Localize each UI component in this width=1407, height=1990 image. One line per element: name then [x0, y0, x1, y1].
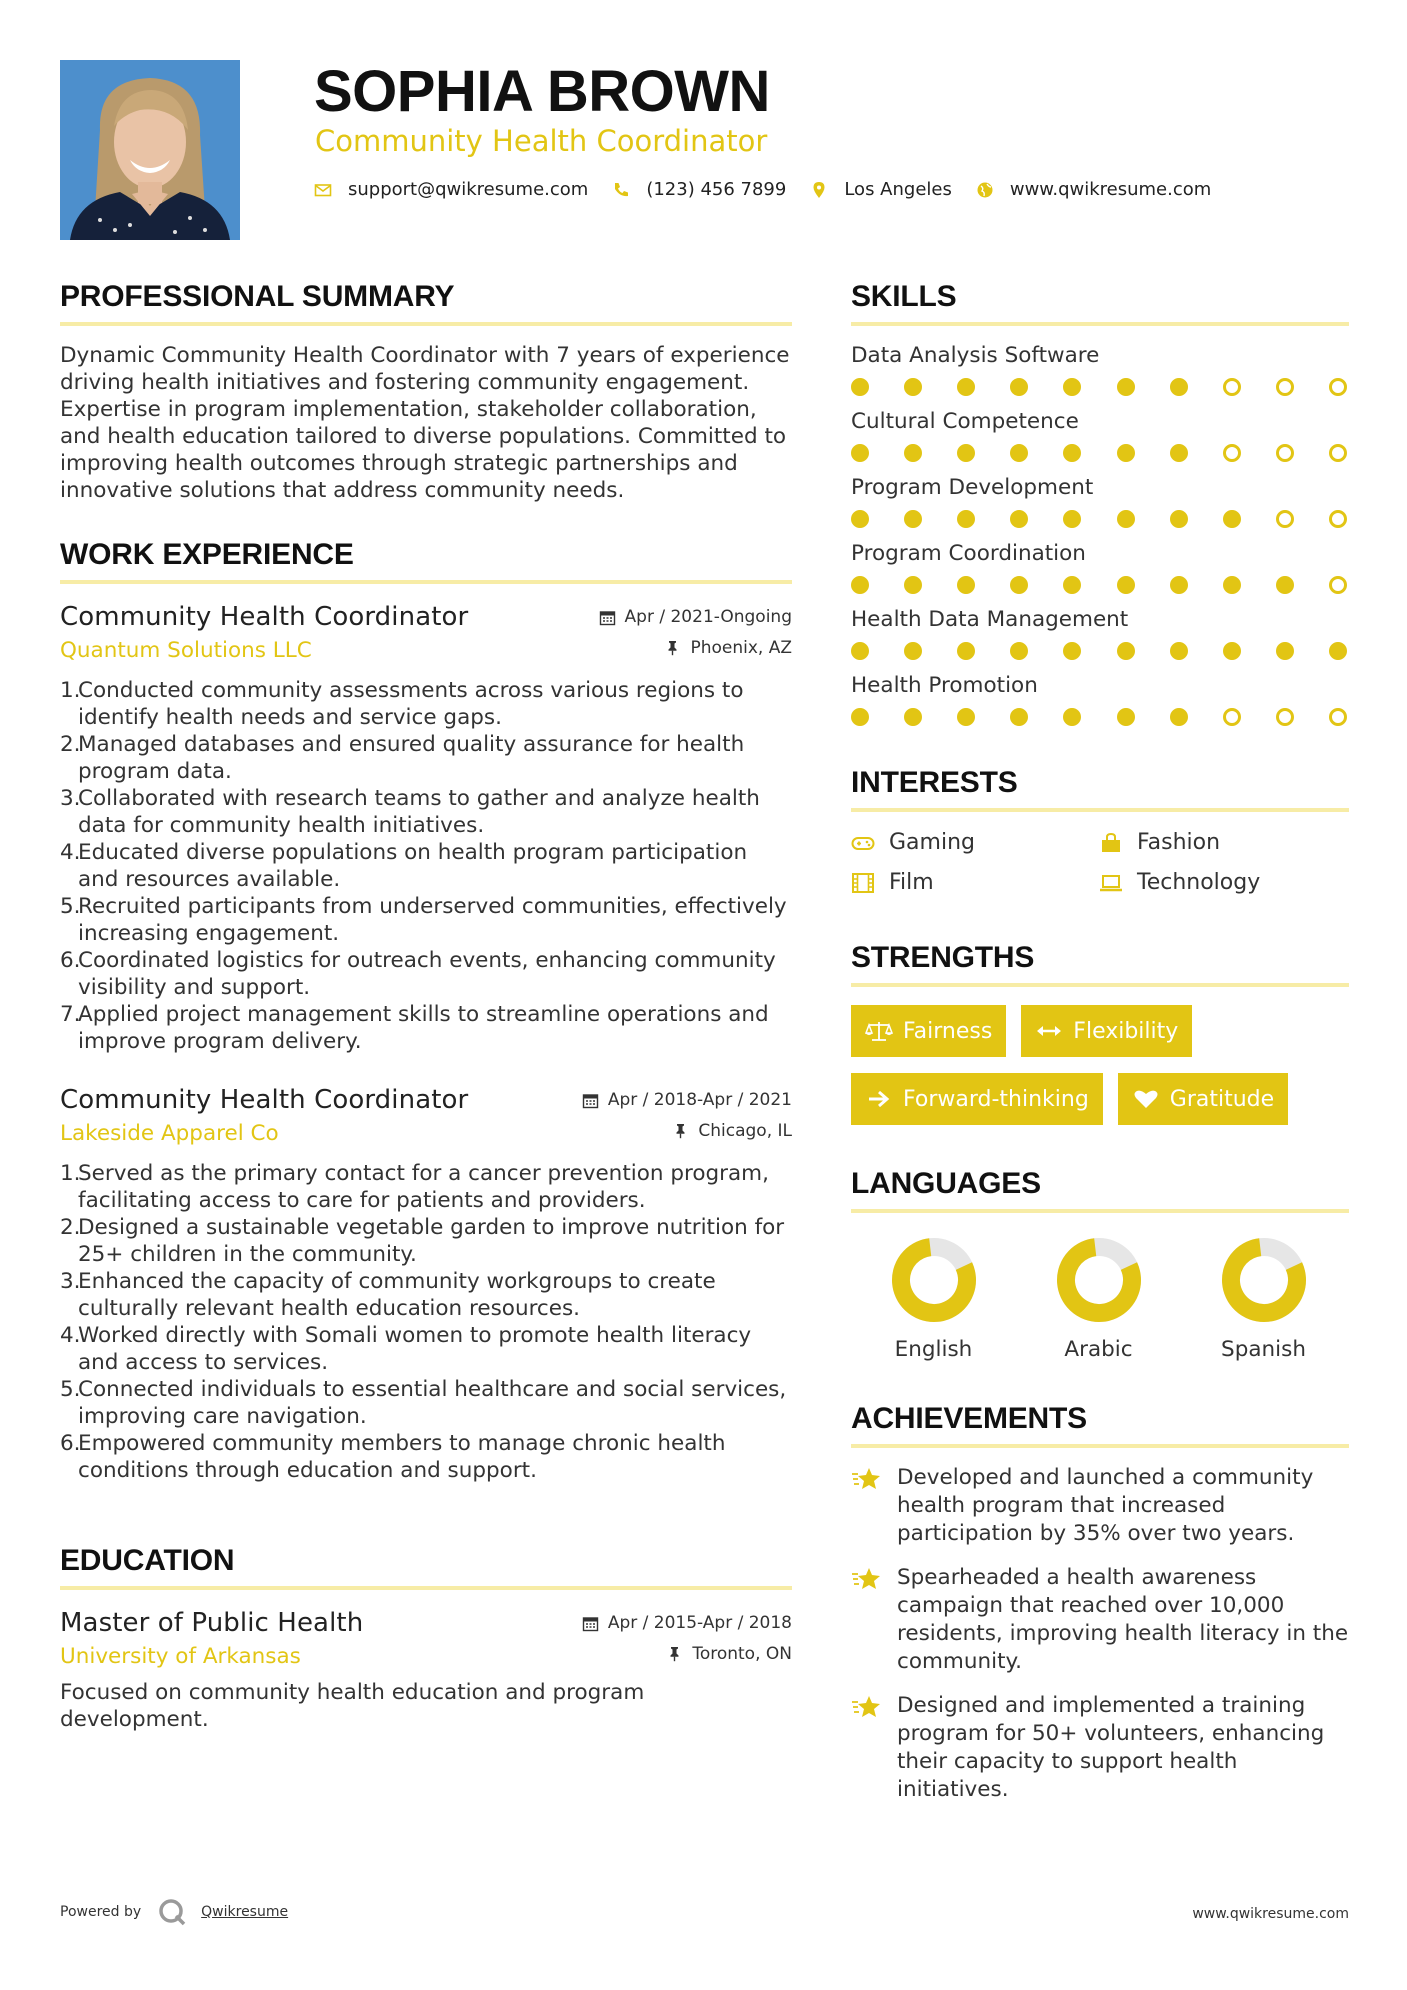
- rating-dot-filled: [1063, 642, 1081, 660]
- rating-dot-filled: [1223, 576, 1241, 594]
- rating-dot-filled: [1063, 510, 1081, 528]
- rating-dot-filled: [1223, 642, 1241, 660]
- rating-dot-filled: [957, 510, 975, 528]
- contact-email[interactable]: [314, 179, 588, 200]
- languages-heading: LANGUAGES: [851, 1167, 1349, 1213]
- skill-rating: [851, 510, 1347, 528]
- rating-dot-empty: [1223, 444, 1241, 462]
- qwikresume-link[interactable]: Qwikresume: [201, 1904, 289, 1920]
- shooting-star-icon: [851, 1566, 883, 1594]
- list-item: 5. Connected individuals to essential healthcare and social services, improving care navigation.: [60, 1377, 787, 1429]
- rating-dot-filled: [1170, 642, 1188, 660]
- arrow-right-icon: [865, 1088, 893, 1110]
- skill-rating: [851, 444, 1347, 462]
- interest-label: Gaming: [889, 830, 975, 855]
- rating-dot-empty: [1329, 576, 1347, 594]
- skill-item: [851, 540, 1349, 594]
- skill-rating: [851, 708, 1347, 726]
- rating-dot-filled: [904, 444, 922, 462]
- rating-dot-empty: [1329, 510, 1347, 528]
- education-date: [582, 1613, 792, 1633]
- achievement-text: Designed and implemented a training program for 50+ volunteers, enhancing their capacity to support health initiatives.: [897, 1693, 1325, 1802]
- contact-phone[interactable]: [612, 179, 786, 200]
- contact-location: [810, 179, 952, 200]
- rating-dot-filled: [851, 642, 869, 660]
- job-date-text: Apr / 2018-Apr / 2021: [607, 1090, 792, 1110]
- strength-tag: [1118, 1073, 1288, 1125]
- languages-list: [851, 1235, 1349, 1362]
- rating-dot-filled: [957, 444, 975, 462]
- skills-list: [851, 342, 1349, 726]
- pushpin-icon: [672, 1122, 689, 1139]
- education-location: [666, 1644, 792, 1664]
- film-icon: [851, 872, 875, 894]
- experience-heading: WORK EXPERIENCE: [60, 538, 792, 584]
- skill-item: [851, 408, 1349, 462]
- job-entry: [60, 602, 792, 1055]
- interests-list: [851, 830, 1349, 895]
- rating-dot-filled: [1170, 510, 1188, 528]
- achievements-heading: ACHIEVEMENTS: [851, 1402, 1349, 1448]
- rating-dot-filled: [851, 444, 869, 462]
- rating-dot-filled: [851, 510, 869, 528]
- powered-by-label: Powered by: [60, 1904, 142, 1920]
- list-item: 3. Collaborated with research teams to gather and analyze health data for community health initiatives.: [60, 786, 760, 838]
- skill-name: Program Development: [851, 475, 1094, 500]
- balance-scale-icon: [865, 1020, 893, 1042]
- location-text: Los Angeles: [844, 179, 952, 200]
- rating-dot-filled: [1170, 576, 1188, 594]
- rating-dot-filled: [1117, 576, 1135, 594]
- language-name: Arabic: [1064, 1337, 1133, 1362]
- rating-dot-empty: [1223, 708, 1241, 726]
- rating-dot-filled: [1329, 642, 1347, 660]
- skill-rating: [851, 576, 1347, 594]
- strength-tag: [1021, 1005, 1192, 1057]
- pushpin-icon: [664, 639, 681, 656]
- skill-rating: [851, 642, 1347, 660]
- left-column: [60, 280, 792, 1733]
- rating-dot-empty: [1329, 708, 1347, 726]
- rating-dot-filled: [1223, 510, 1241, 528]
- language-donut: [1219, 1235, 1309, 1325]
- shopping-bag-icon: [1099, 832, 1123, 854]
- rating-dot-filled: [851, 708, 869, 726]
- job-location: [672, 1121, 792, 1141]
- rating-dot-filled: [1117, 510, 1135, 528]
- candidate-name: SOPHIA BROWN: [314, 59, 770, 124]
- job-responsibilities: [60, 1160, 792, 1484]
- rating-dot-filled: [1117, 708, 1135, 726]
- list-item: 4. Worked directly with Somali women to promote health literacy and access to services.: [60, 1323, 752, 1375]
- skill-name: Health Data Management: [851, 607, 1129, 632]
- list-item: 1. Served as the primary contact for a cancer prevention program, facilitating access to care for patients and providers.: [60, 1161, 769, 1213]
- interest-label: Fashion: [1137, 830, 1221, 855]
- globe-icon: [976, 181, 994, 199]
- job-location-text: Chicago, IL: [698, 1120, 792, 1141]
- map-pin-icon: [810, 181, 828, 199]
- company-name: Lakeside Apparel Co: [60, 1121, 279, 1146]
- rating-dot-filled: [1063, 378, 1081, 396]
- job-title: Community Health Coordinator: [60, 1085, 469, 1115]
- strengths-heading: STRENGTHS: [851, 941, 1349, 987]
- rating-dot-filled: [1010, 576, 1028, 594]
- rating-dot-filled: [957, 642, 975, 660]
- job-responsibilities: [60, 677, 792, 1055]
- contact-website[interactable]: [976, 179, 1211, 200]
- list-item: 5. Recruited participants from underserved communities, effectively increasing engagement.: [60, 894, 787, 946]
- rating-dot-empty: [1276, 510, 1294, 528]
- skill-item: [851, 606, 1349, 660]
- strength-label: Gratitude: [1169, 1086, 1275, 1112]
- footer-website[interactable]: www.qwikresume.com: [1192, 1906, 1349, 1922]
- education-location-text: Toronto, ON: [692, 1643, 792, 1664]
- list-item: 6. Coordinated logistics for outreach events, enhancing community visibility and support.: [60, 948, 776, 1000]
- arrows-horizontal-icon: [1035, 1020, 1063, 1042]
- strength-tag: [851, 1005, 1006, 1057]
- rating-dot-filled: [1063, 444, 1081, 462]
- skills-heading: SKILLS: [851, 280, 1349, 326]
- rating-dot-empty: [1223, 378, 1241, 396]
- rating-dot-filled: [1063, 576, 1081, 594]
- rating-dot-filled: [1010, 642, 1028, 660]
- rating-dot-filled: [1063, 708, 1081, 726]
- contact-bar: [314, 179, 1235, 200]
- achievement-text: Spearheaded a health awareness campaign that reached over 10,000 residents, improving health literacy in the community.: [897, 1565, 1349, 1674]
- language-item: [851, 1235, 1016, 1362]
- rating-dot-filled: [851, 576, 869, 594]
- phone-icon: [612, 181, 630, 199]
- skill-name: Data Analysis Software: [851, 343, 1100, 368]
- rating-dot-filled: [957, 708, 975, 726]
- list-item: 4. Educated diverse populations on health program participation and resources available.: [60, 840, 748, 892]
- skill-item: [851, 474, 1349, 528]
- rating-dot-filled: [851, 378, 869, 396]
- degree-title: Master of Public Health: [60, 1608, 364, 1638]
- rating-dot-filled: [1117, 378, 1135, 396]
- rating-dot-empty: [1329, 444, 1347, 462]
- rating-dot-filled: [1010, 708, 1028, 726]
- job-location: [664, 638, 792, 658]
- rating-dot-filled: [1010, 510, 1028, 528]
- rating-dot-filled: [1276, 576, 1294, 594]
- rating-dot-filled: [1117, 642, 1135, 660]
- job-date-text: Apr / 2021-Ongoing: [624, 607, 792, 627]
- shooting-star-icon: [851, 1466, 883, 1494]
- interest-label: Technology: [1137, 870, 1261, 895]
- list-item: 7. Applied project management skills to streamline operations and improve program delivery.: [60, 1002, 769, 1054]
- list-item: 2. Designed a sustainable vegetable garden to improve nutrition for 25+ children in the community.: [60, 1215, 785, 1267]
- shooting-star-icon: [851, 1694, 883, 1722]
- rating-dot-empty: [1276, 708, 1294, 726]
- language-donut: [1054, 1235, 1144, 1325]
- education-entry: [60, 1608, 792, 1733]
- rating-dot-filled: [957, 378, 975, 396]
- profile-photo: [60, 60, 240, 240]
- company-name: Quantum Solutions LLC: [60, 638, 312, 663]
- interest-label: Film: [889, 870, 934, 895]
- phone-text: (123) 456 7899: [646, 179, 787, 200]
- rating-dot-filled: [904, 708, 922, 726]
- skill-name: Program Coordination: [851, 541, 1086, 566]
- rating-dot-filled: [1010, 378, 1028, 396]
- rating-dot-filled: [904, 576, 922, 594]
- language-name: Spanish: [1221, 1337, 1306, 1362]
- rating-dot-filled: [1170, 708, 1188, 726]
- language-donut: [889, 1235, 979, 1325]
- heart-icon: [1132, 1088, 1160, 1110]
- pushpin-icon: [666, 1645, 683, 1662]
- summary-text: Dynamic Community Health Coordinator with 7 years of experience driving health initiatives and fostering community engagement. Expertise in program implementation, stakeholder collaboration, and health education tailored to diverse populations. Committed to improving health outcomes through strategic partnerships and innovative solutions that address community needs.: [60, 343, 790, 503]
- skill-item: [851, 342, 1349, 396]
- achievement-item: [851, 1464, 1349, 1548]
- footer-powered-by: [60, 1897, 288, 1927]
- strength-label: Fairness: [903, 1018, 993, 1044]
- rating-dot-filled: [904, 642, 922, 660]
- calendar-icon: [599, 609, 616, 626]
- interest-fashion: [1099, 830, 1347, 855]
- right-column: [851, 280, 1349, 1804]
- language-item: [1181, 1235, 1346, 1362]
- interests-heading: INTERESTS: [851, 766, 1349, 812]
- calendar-icon: [582, 1092, 599, 1109]
- job-title: Community Health Coordinator: [60, 602, 469, 632]
- achievement-text: Developed and launched a community health program that increased participation by 35% over two years.: [897, 1465, 1314, 1546]
- rating-dot-filled: [1117, 444, 1135, 462]
- interest-gaming: [851, 830, 1099, 855]
- rating-dot-filled: [904, 378, 922, 396]
- rating-dot-filled: [1276, 642, 1294, 660]
- interest-film: [851, 870, 1099, 895]
- qwikresume-logo-icon: [157, 1897, 187, 1927]
- rating-dot-empty: [1329, 378, 1347, 396]
- school-name: University of Arkansas: [60, 1644, 301, 1669]
- language-name: English: [894, 1337, 973, 1362]
- achievement-item: [851, 1564, 1349, 1676]
- language-item: [1016, 1235, 1181, 1362]
- gamepad-icon: [851, 832, 875, 854]
- skill-item: [851, 672, 1349, 726]
- rating-dot-filled: [1170, 378, 1188, 396]
- rating-dot-empty: [1276, 444, 1294, 462]
- list-item: 1. Conducted community assessments across various regions to identify health needs and service gaps.: [60, 678, 744, 730]
- education-description: Focused on community health education and program development.: [60, 1680, 645, 1732]
- email-text: support@qwikresume.com: [348, 179, 589, 200]
- calendar-icon: [582, 1615, 599, 1632]
- job-date: [582, 1090, 792, 1110]
- list-item: 2. Managed databases and ensured quality assurance for health program data.: [60, 732, 745, 784]
- portrait-image: [60, 60, 240, 240]
- job-location-text: Phoenix, AZ: [690, 637, 792, 658]
- list-item: 6. Empowered community members to manage chronic health conditions through education and support.: [60, 1431, 726, 1483]
- rating-dot-filled: [957, 576, 975, 594]
- website-text: www.qwikresume.com: [1009, 179, 1212, 200]
- rating-dot-empty: [1276, 378, 1294, 396]
- envelope-icon: [314, 181, 332, 199]
- education-date-text: Apr / 2015-Apr / 2018: [607, 1613, 792, 1633]
- strength-label: Flexibility: [1073, 1018, 1179, 1044]
- strength-label: Forward-thinking: [903, 1086, 1089, 1112]
- interest-technology: [1099, 870, 1347, 895]
- job-date: [599, 607, 792, 627]
- rating-dot-filled: [1010, 444, 1028, 462]
- list-item: 3. Enhanced the capacity of community workgroups to create culturally relevant health education resources.: [60, 1269, 716, 1321]
- job-entry: [60, 1085, 792, 1484]
- skill-rating: [851, 378, 1347, 396]
- strength-tag: [851, 1073, 1103, 1125]
- skill-name: Health Promotion: [851, 673, 1038, 698]
- skill-name: Cultural Competence: [851, 409, 1079, 434]
- rating-dot-filled: [1170, 444, 1188, 462]
- strengths-list: [851, 1005, 1349, 1141]
- laptop-icon: [1099, 872, 1123, 894]
- rating-dot-filled: [904, 510, 922, 528]
- education-heading: EDUCATION: [60, 1544, 792, 1590]
- achievement-item: [851, 1692, 1349, 1804]
- summary-heading: PROFESSIONAL SUMMARY: [60, 280, 792, 326]
- candidate-title: Community Health Coordinator: [315, 124, 768, 158]
